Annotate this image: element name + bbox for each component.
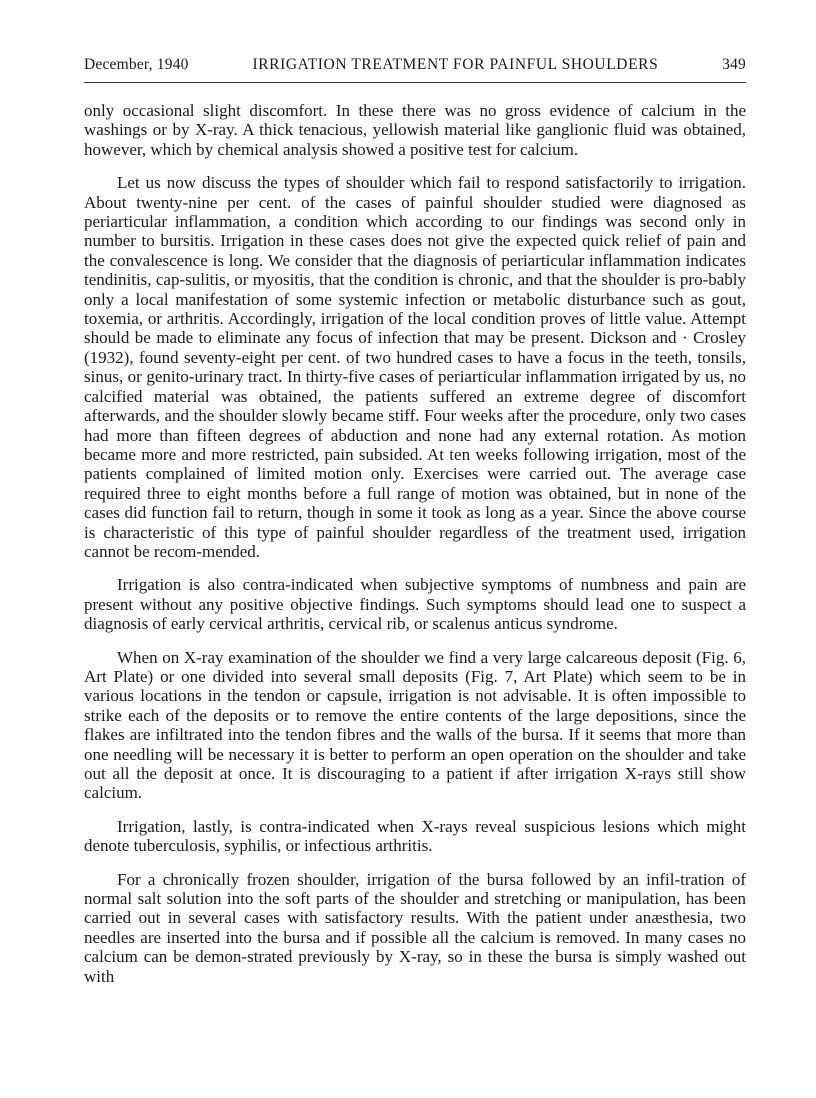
header-date: December, 1940 (84, 56, 189, 73)
page-number: 349 (722, 56, 746, 73)
paragraph: Irrigation, lastly, is contra-indicated when X-rays reveal suspicious lesions which might denote tuberculosis, syphilis, or infectious arthritis. (84, 816, 746, 856)
paragraph: Irrigation is also contra-indicated when subjective symptoms of numbness and pain are present without any positive objective findings. Such symptoms should lead one to suspect a diagnosis of early cervical arthritis, cervical rib, or scalenus anticus syndrome. (84, 575, 746, 634)
paragraph: For a chronically frozen shoulder, irrigation of the bursa followed by an infil-tration of normal salt solution into the soft parts of the shoulder and stretching or manipulation, has been carried out in several cases with satisfactory results. With the patient under anæsthesia, two needles are inserted into the bursa and if possible all the calcium is removed. In many cases no calcium can be demon-strated previously by X-ray, so in these the bursa is simply washed out with (84, 869, 746, 986)
running-header (84, 56, 746, 74)
paragraph: only occasional slight discomfort. In these there was no gross evidence of calcium in the washings or by X-ray. A thick tenacious, yellowish material like ganglionic fluid was obtained, however, which by chemical analysis showed a positive test for calcium. (84, 101, 746, 159)
paragraph: When on X-ray examination of the shoulder we find a very large calcareous deposit (Fig. 6, Art Plate) or one divided into several small deposits (Fig. 7, Art Plate) which seem to be in various locations in the tendon or capsule, irrigation is not advisable. It is often impossible to strike each of the deposits or to remove the entire contents of the large depositions, since the flakes are infiltrated into the tendon fibres and the walls of the bursa. If it seems that more than one needling will be necessary it is better to perform an open operation on the shoulder and take out all the deposit at once. It is discouraging to a patient if after irrigation X-rays still show calcium. (84, 647, 746, 803)
header-title: IRRIGATION TREATMENT FOR PAINFUL SHOULDERS (252, 56, 659, 73)
article-body (84, 101, 746, 1000)
header-rule (84, 82, 746, 83)
paragraph: Let us now discuss the types of shoulder which fail to respond satisfactorily to irrigation. About twenty-nine per cent. of the cases of painful shoulder studied were diagnosed as periarticular inflammation, a condition which according to our findings was second only in number to bursitis. Irrigation in these cases does not give the expected quick relief of pain and the convalescence is long. We consider that the diagnosis of periarticular inflammation indicates tendinitis, cap-sulitis, or myositis, that the condition is chronic, and that the shoulder is pro-bably only a local manifestation of some systemic infection or metabolic disturbance such as gout, toxemia, or arthritis. Accordingly, irrigation of the local condition proves of little value. Attempt should be made to eliminate any focus of infection that may be present. Dickson and · Crosley (1932), found seventy-eight per cent. of two hundred cases to have a focus in the teeth, tonsils, sinus, or genito-urinary tract. In thirty-five cases of periarticular inflammation irrigated by us, no calcified material was obtained, the patients suffered an extreme degree of discomfort afterwards, and the shoulder slowly became stiff. Four weeks after the procedure, only two cases had more than fifteen degrees of abduction and none had any external rotation. As motion became more and more restricted, pain subsided. At ten weeks following irrigation, most of the patients complained of limited motion only. Exercises were carried out. The average case required three to eight months before a full range of motion was obtained, but in none of the cases did function fail to return, though in some it took as long as a year. Since the above course is characteristic of this type of painful shoulder regardless of the treatment used, irrigation cannot be recom-mended. (84, 173, 746, 561)
